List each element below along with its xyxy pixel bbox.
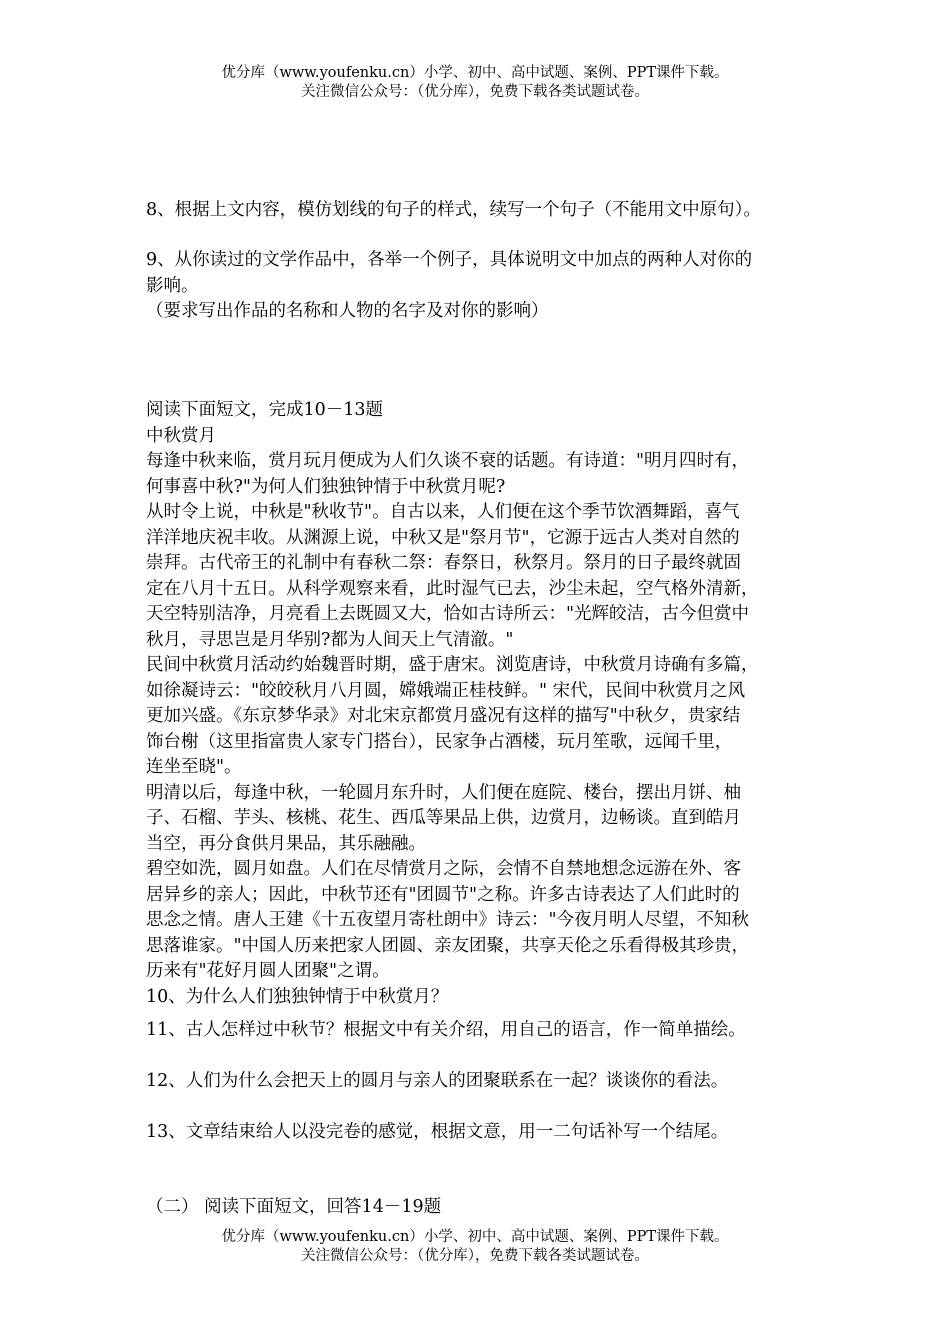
page-header	[0, 64, 950, 102]
question-11	[146, 1018, 826, 1044]
passage-line: 居异乡的亲人；因此，中秋节还有"团圆节"之称。许多古诗表达了人们此时的	[146, 884, 740, 905]
passage-line: 秋月，寻思岂是月华别?都为人间天上气清澈。"	[146, 629, 514, 650]
question-9-line-1: 9、从你读过的文学作品中，各举一个例子，具体说明文中加点的两种人对你的	[146, 250, 753, 270]
question-9-line-2: 影响。	[146, 275, 199, 296]
question-13-text: 13、文章结束给人以没完卷的感觉，根据文意，用一二句话补写一个结尾。	[146, 1122, 729, 1142]
passage-line: 碧空如洗，圆月如盘。人们在尽情赏月之际，会情不自禁地想念远游在外、客	[146, 859, 741, 879]
header-line-2: 关注微信公众号：（优分库），免费下载各类试题试卷。	[301, 84, 649, 100]
passage-line: 崇拜。古代帝王的礼制中有春秋二祭：春祭日，秋祭月。祭月的日子最终就固	[146, 553, 741, 573]
section-2	[146, 1195, 826, 1221]
passage-line: 每逢中秋来临，赏月玩月便成为人们久谈不衰的话题。有诗道："明月四时有，	[146, 451, 750, 471]
passage-line: 从时令上说，中秋是"秋收节"。自古以来，人们便在这个季节饮酒舞蹈，喜气	[146, 502, 740, 522]
passage-line: 当空，再分食供月果品，其乐融融。	[146, 833, 426, 854]
question-13	[146, 1120, 826, 1146]
passage-line: 何事喜中秋?"为何人们独独钟情于中秋赏月呢?	[146, 476, 506, 497]
passage-line: 明清以后，每逢中秋，一轮圆月东升时，人们便在庭院、楼台，摆出月饼、柚	[146, 782, 741, 803]
questions-8-9	[146, 198, 826, 224]
reading-intro: 阅读下面短文，完成10－13题	[146, 400, 384, 420]
header-line-1: 优分库（www.youfenku.cn）小学、初中、高中试题、案例、PPT课件下载。	[221, 65, 729, 81]
passage-line: 连坐至晓"。	[146, 757, 242, 777]
passage-line: 思念之情。唐人王建《十五夜望月寄杜朗中》诗云："今夜月明人尽望，不知秋	[146, 910, 750, 930]
passage-line: 子、石榴、芋头、核桃、花生、西瓜等果品上供，边赏月，边畅谈。直到皓月	[146, 808, 741, 828]
question-12	[146, 1069, 826, 1095]
question-11-text: 11、古人怎样过中秋节？根据文中有关介绍，用自己的语言，作一简单描绘。	[146, 1020, 746, 1040]
passage-line: 饰台榭（这里指富贵人家专门搭台），民家争占酒楼，玩月笙歌，远闻千里，	[146, 731, 733, 752]
passage-line: 如徐凝诗云："皎皎秋月八月圆，嫦娥端正桂枝鲜。" 宋代，民间中秋赏月之风	[146, 680, 746, 701]
question-9-block	[146, 248, 826, 325]
passage-line: 历来有"花好月圆人团聚"之谓。	[146, 961, 390, 981]
passage-line: 洋洋地庆祝丰收。从渊源上说，中秋又是"祭月节"，它源于远古人类对自然的	[146, 527, 740, 548]
passage-line: 天空特别洁净，月亮看上去既圆又大，恰如古诗所云："光辉皎洁，古今但赏中	[146, 604, 750, 624]
question-8: 8、根据上文内容，模仿划线的句子的样式，续写一个句子（不能用文中原句）。	[146, 200, 761, 220]
question-9-note: （要求写出作品的名称和人物的名字及对你的影响）	[146, 301, 549, 321]
footer-line-1: 优分库（www.youfenku.cn）小学、初中、高中试题、案例、PPT课件下载。	[221, 1229, 729, 1245]
question-10: 10、为什么人们独独钟情于中秋赏月？	[146, 986, 449, 1007]
reading-passage	[146, 398, 826, 1010]
page-footer	[0, 1228, 950, 1266]
passage-line: 定在八月十五日。从科学观察来看，此时湿气已去，沙尘未起，空气格外清新，	[146, 578, 759, 599]
passage-title: 中秋赏月	[146, 425, 216, 446]
section-2-heading: （二） 阅读下面短文，回答14－19题	[146, 1197, 442, 1217]
passage-line: 更加兴盛。《东京梦华录》对北宋京都赏月盛况有这样的描写"中秋夕，贵家结	[146, 706, 741, 726]
question-12-text: 12、人们为什么会把天上的圆月与亲人的团聚联系在一起？谈谈你的看法。	[146, 1071, 729, 1091]
passage-line: 思落谁家。"中国人历来把家人团圆、亲友团聚，共享天伦之乐看得极其珍贵，	[146, 935, 750, 956]
footer-line-2: 关注微信公众号：（优分库），免费下载各类试题试卷。	[301, 1248, 649, 1264]
passage-line: 民间中秋赏月活动约始魏晋时期，盛于唐宋。浏览唐诗，中秋赏月诗确有多篇，	[146, 655, 759, 675]
